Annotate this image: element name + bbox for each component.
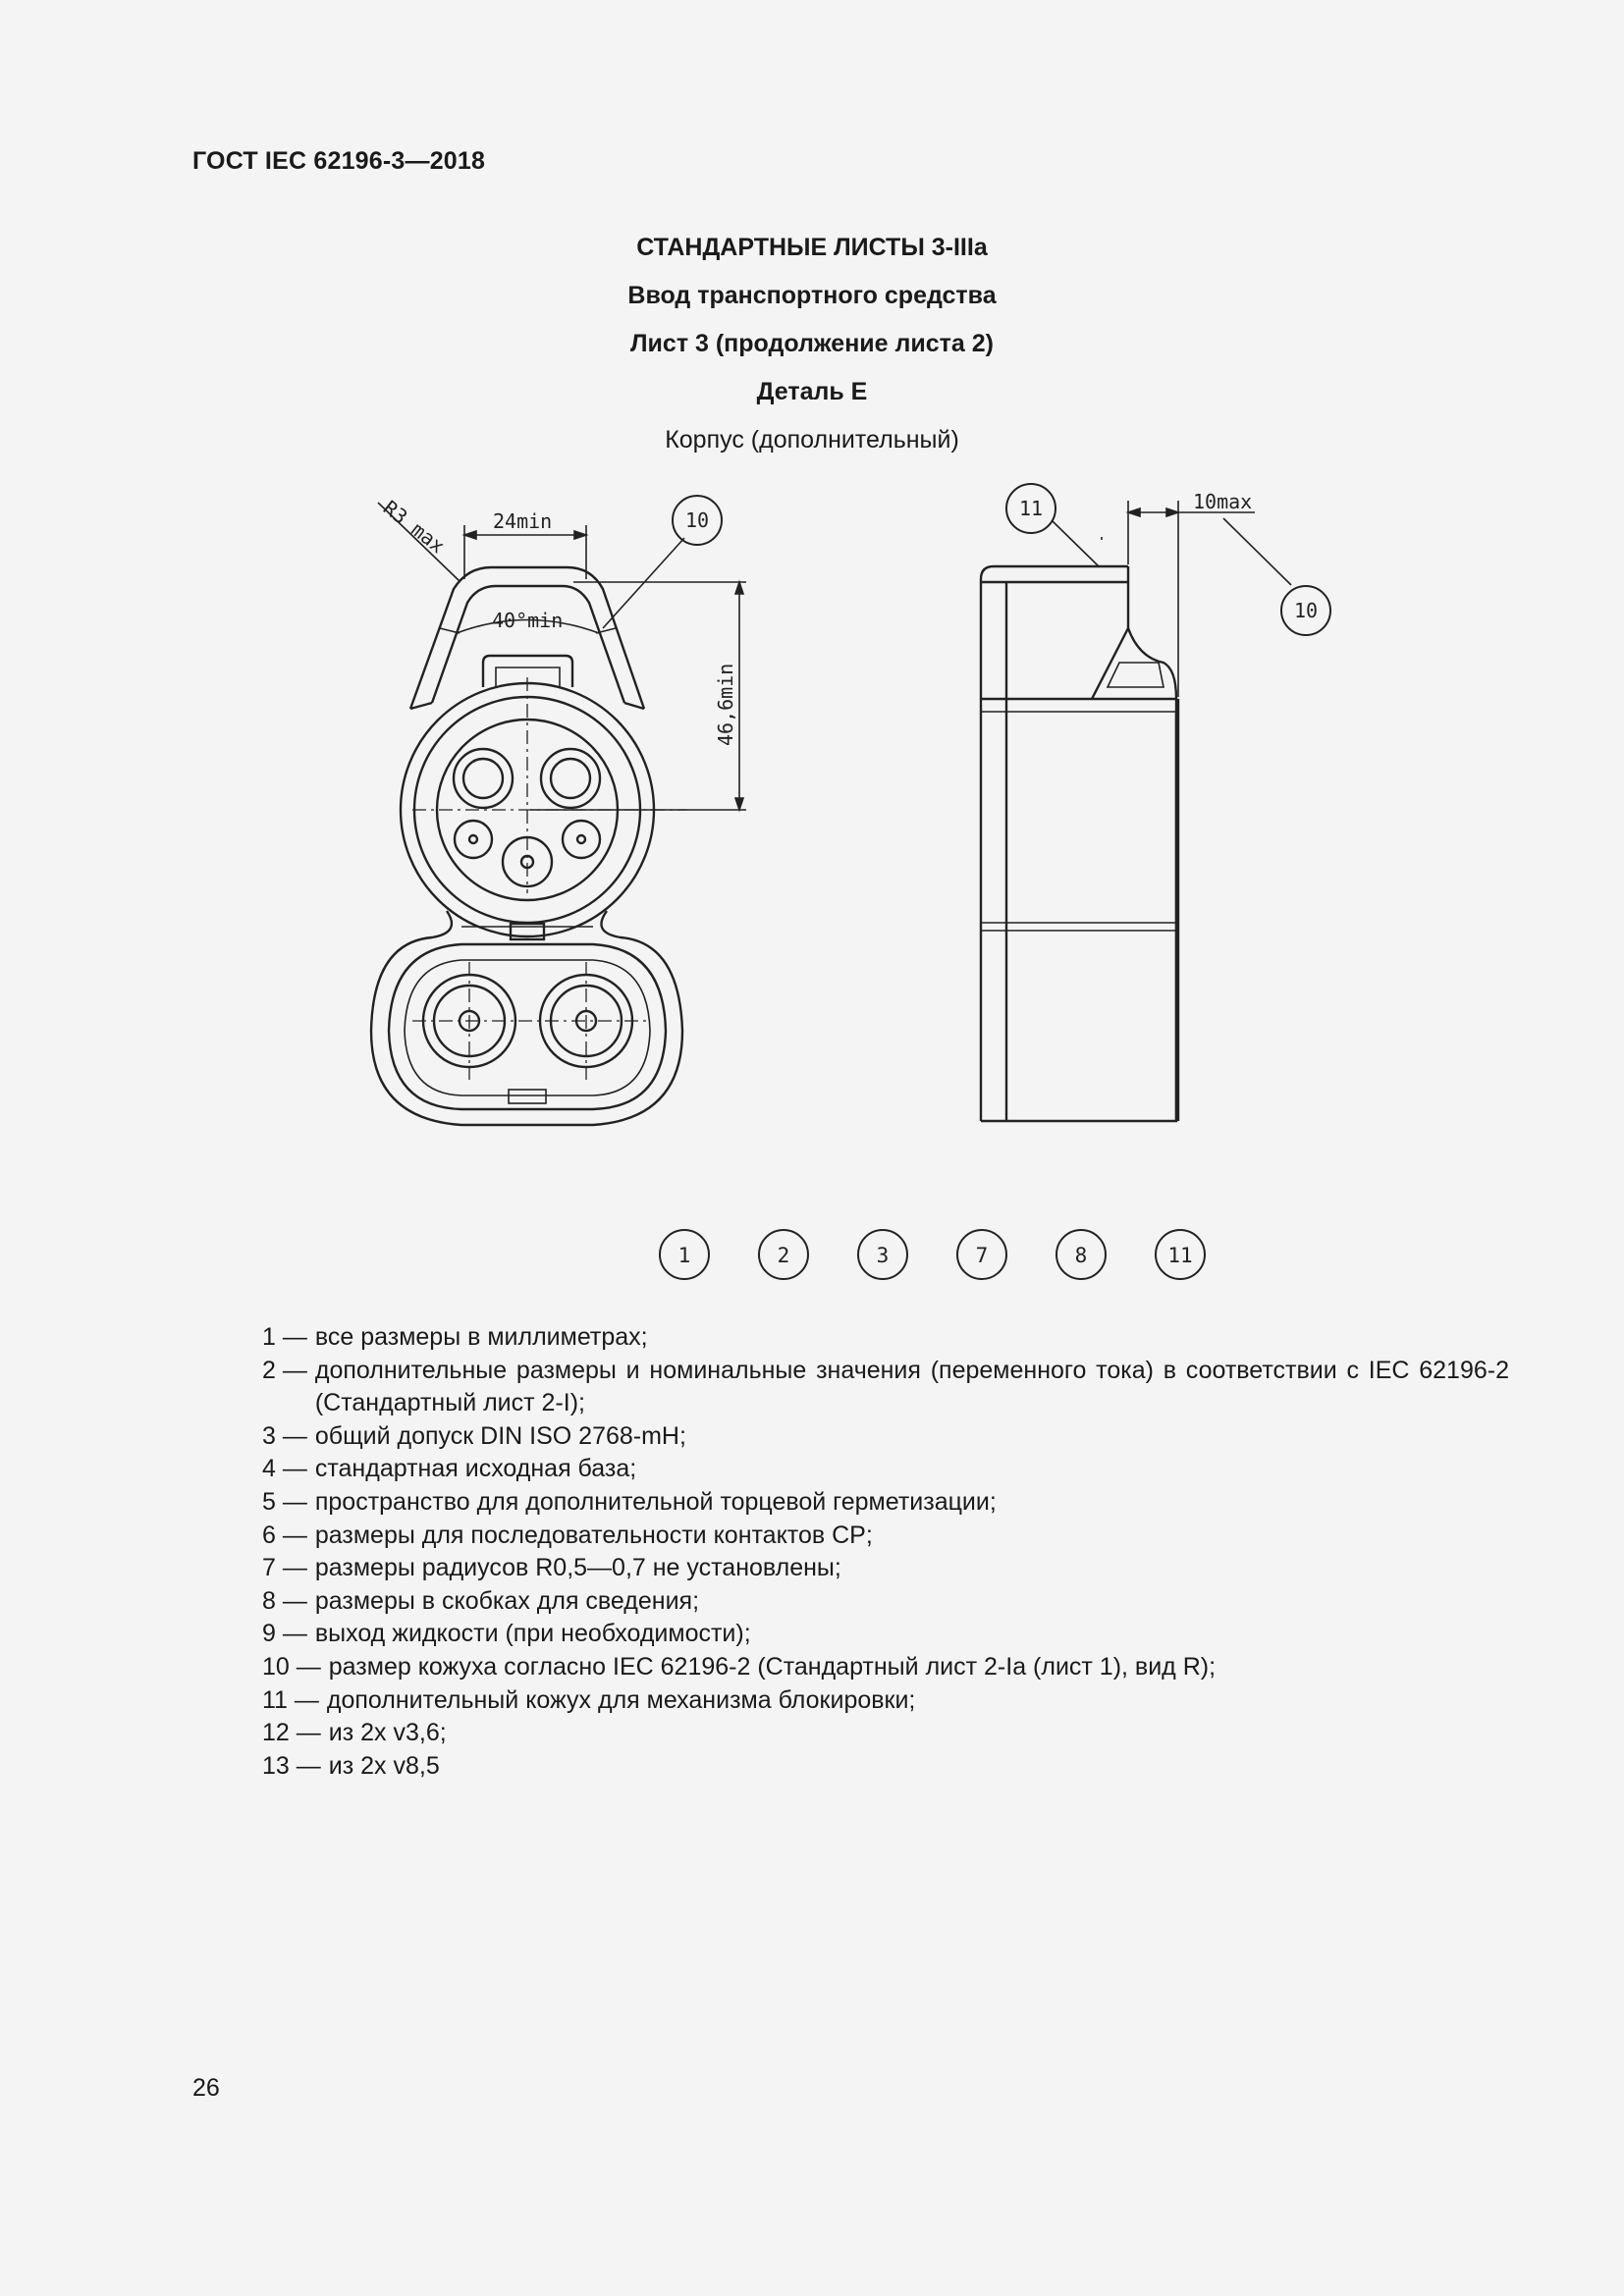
- note-number: 6 —: [262, 1521, 307, 1549]
- note-number: 12 —: [262, 1719, 321, 1747]
- title-vehicle-inlet: Ввод транспортного средства: [627, 282, 997, 309]
- note-item: [262, 1684, 1509, 1718]
- callout-10-side: 10: [1293, 599, 1319, 622]
- note-text: размеры радиусов R0,5—0,7 не установлены;: [314, 1554, 841, 1582]
- page-number: 26: [192, 2074, 220, 2102]
- title-sheet-number: Лист 3 (продолжение листа 2): [630, 330, 994, 357]
- note-number: 3 —: [262, 1421, 307, 1450]
- note-text: размеры в скобках для сведения;: [314, 1586, 700, 1615]
- note-number: 1 —: [262, 1323, 307, 1351]
- note-item: [262, 1717, 1509, 1750]
- note-number: 9 —: [262, 1620, 307, 1648]
- note-item: [262, 1585, 1509, 1619]
- note-item: [262, 1486, 1509, 1520]
- note-item: [262, 1618, 1509, 1651]
- callout-11-side: 11: [1018, 497, 1044, 520]
- note-number: 10 —: [262, 1652, 321, 1681]
- title-block: [0, 224, 1624, 464]
- note-text: общий допуск DIN ISO 2768-mH;: [314, 1421, 686, 1450]
- note-number: 7 —: [262, 1554, 307, 1582]
- legend-circle-8: 8: [1074, 1244, 1088, 1267]
- legend-circle-11: 11: [1167, 1244, 1193, 1267]
- note-item: [262, 1453, 1509, 1486]
- note-text: размеры для последовательности контактов CP;: [314, 1521, 873, 1549]
- title-standard-sheets: СТАНДАРТНЫЕ ЛИСТЫ 3-IIIa: [636, 234, 988, 261]
- note-item: [262, 1651, 1509, 1684]
- note-number: 4 —: [262, 1455, 307, 1483]
- note-item: [262, 1750, 1509, 1784]
- note-text: выход жидкости (при необходимости);: [314, 1620, 751, 1648]
- note-text: все размеры в миллиметрах;: [314, 1323, 648, 1351]
- note-number: 13 —: [262, 1751, 321, 1780]
- note-text: дополнительные размеры и номинальные значения (переменного тока) в соответствии с IEC 62196-2 (Стандартный лист 2-I);: [314, 1356, 1509, 1417]
- legend-circle-2: 2: [777, 1244, 790, 1267]
- dim-10max-label: 10max: [1193, 490, 1253, 513]
- dim-r3-label: R3 max: [378, 495, 450, 559]
- title-housing: Корпус (дополнительный): [665, 426, 959, 454]
- note-number: 2 —: [262, 1356, 307, 1384]
- note-text: стандартная исходная база;: [314, 1455, 637, 1483]
- legend-circle-1: 1: [677, 1244, 691, 1267]
- note-number: 8 —: [262, 1586, 307, 1615]
- technical-drawing: [0, 461, 1624, 1296]
- note-text: размер кожуха согласно IEC 62196-2 (Стандартный лист 2-Ia (лист 1), вид R);: [328, 1652, 1217, 1681]
- note-item: [262, 1321, 1509, 1355]
- notes-list: [262, 1321, 1509, 1783]
- dim-40-label: 40°min: [492, 609, 564, 632]
- note-item: [262, 1520, 1509, 1553]
- document-header: ГОСТ IEC 62196-3—2018: [192, 147, 486, 175]
- note-number: 11 —: [262, 1685, 319, 1714]
- note-text: из 2x v3,6;: [328, 1719, 447, 1747]
- callout-10-front: 10: [684, 508, 710, 532]
- note-text: дополнительный кожух для механизма блокировки;: [326, 1685, 916, 1714]
- note-number: 5 —: [262, 1487, 307, 1516]
- note-item: [262, 1355, 1509, 1420]
- note-item: [262, 1552, 1509, 1585]
- note-text: пространство для дополнительной торцевой герметизации;: [314, 1487, 997, 1516]
- legend-circle-7: 7: [975, 1244, 989, 1267]
- note-text: из 2x v8,5: [328, 1751, 440, 1780]
- dim-46-label: 46,6min: [714, 663, 737, 746]
- side-view: [981, 566, 1178, 1121]
- note-item: [262, 1420, 1509, 1454]
- legend-circle-3: 3: [876, 1244, 890, 1267]
- legend-circles: [660, 1230, 1205, 1279]
- title-detail: Деталь E: [756, 378, 868, 405]
- dim-24-label: 24min: [493, 509, 553, 533]
